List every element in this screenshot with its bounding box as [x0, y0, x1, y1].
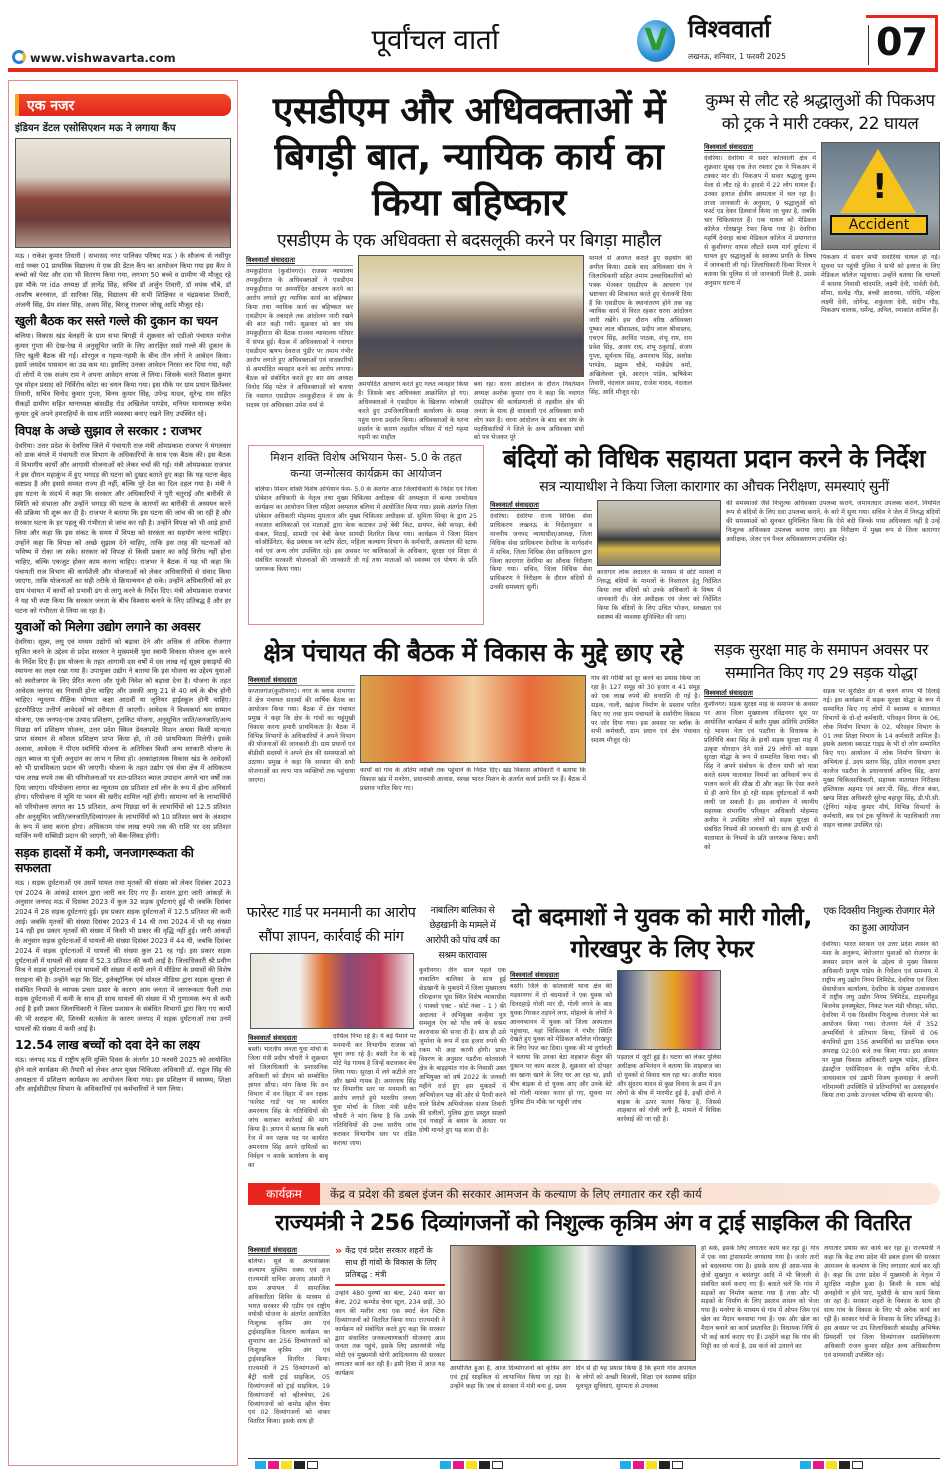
bottom-col-4	[701, 1245, 819, 1456]
jail-body-2: कारागार लोक अदालत के माध्यम से छोटे मामलों में निरुद्ध बंदियों के मामलों के निस्तारण हेतु निर्देशित किया तथा बंदियों को उनके अधिकारों के विषय में जानकारी दी। जेल अधीक्षक एवं जेलर को निर्देशित किया कि बंदियों के लिए उचित भोजन, स्वच्छता एवं स्वास्थ्य की व्यवस्था सुनिश्चित की जाए।	[597, 569, 721, 621]
deworming-headline: 12.54 लाख बच्चों को दवा देने का लक्ष्य	[15, 1037, 200, 1053]
website-url[interactable]: www.vishwavarta.com	[30, 51, 176, 65]
jail-col-1	[490, 500, 592, 626]
section-title: पूर्वांचल वार्ता	[371, 23, 499, 56]
mission-shakti-headline: मिशन शक्ति विशेष अभियान फेस- 5.0 के तहत कन्या जन्मोत्सव कार्यक्रम का आयोजन	[270, 451, 462, 480]
ration-shop-body: बलिया। विकास खंड बेलहरी के ग्राम सभा बिगही मे शुक्रवार को एडीओ पंचायत मनोज कुमार गुप्ता की देख-रेख मे अनुसूचित जाति के लिए आरक्षित सस्ते गल्ले की दुकान के लिए खुली बैठक की गई। शोरगुल व गहमा-गहमी के बीच तीन लोगों ने आवेदन किया। इसमें जयदेव पासवान का उम्र कम था। इसलिए उनका आवेदन निरस्त कर दिया गया, वही दो लोगों मे एक सजंय राम ने अपना आवेदन वापस ले लिया। जिसके चलते विशाल कुमार पुत्र मोहन प्रसाद को निर्विरोध कोटा का चयन किया गया। इस मौके पर ग्राम प्रधान छितेश्वर तिवारी, सचिव विनोद कुमार गुप्ता, बिनय कुमार सिंह, उपेन्द्र यादव, सुरेन्द्र राम सहित सैकड़ों ग्रामीण सहित थानाध्यक्ष बांसडीह रोड अखिलेश पाण्डेय, मनियर थानाध्यक्ष रूपेश कुमार दुबे अपने हमराहियों के साथ शांति व्यवस्था बनाए रखने लिए उपस्थित रहे।	[15, 332, 231, 418]
footer-rule	[248, 1458, 940, 1459]
forest-guard-headline: फारेस्ट गार्ड पर मनमानी का आरोप सौंपा ज्ञापन, कार्रवाई की मांग	[246, 905, 416, 945]
bottom-col-2	[335, 1245, 445, 1456]
byline: विश्ववार्ता संवाददाता	[248, 1033, 328, 1044]
jail-body-1: देवरिया। देवरिया राज्य विधिक सेवा प्राधिकरण लखनऊ के निर्देशानुसार व माननीय जनपद न्यायाधीश/अध्यक्ष, जिला विधिक सेवा प्राधिकरण देवरिया के मार्गदर्शन में सचिव, जिला विधिक सेवा प्राधिकरण द्वारा जिला कारागार देवरिया का औचक निरीक्षण किया गया। सचिव, जिला विधिक सेवा प्राधिकरण ने निरीक्षण के दौरान बंदियों से उनकी समस्याएं सुनीं।	[490, 513, 592, 592]
kumbh-body-1: देवरिया। देवरिया में सदर कोतवाली क्षेत्र में शुक्रवार सुबह एक तेज रफ्तार ट्रक ने पिकअप में टक्कर मार दी। पिकअप में सवार श्रद्धालु कुम्भ मेला से लौट रहे थे। हादसे में 22 लोग घायल हैं। उनका इलाज क्षेत्रीय अस्पताल में चल रहा है। ताजा जानकारी के अनुसार, 9 श्रद्धालुओं को फर्स्ट एड देकर डिस्चार्ज किया जा चुका है, जबकि चार चिकित्सारत हैं। एक घायल को मेडिकल कॉलेज गोरखपुर रेफर किया गया है। देवरिया महर्षि देवरहा बाबा मेडिकल कॉलेज में प्रयागराज से कुशीनगर वापस लौटते समय मार्ग दुर्घटना में घायल हुए श्रद्धालुओं के स्वास्थ्य प्रगति के विषय में जानकारी ली गई। जिलाधिकारी दिव्या मित्तल ने बताया कि पुलिस से जो जानकारी मिली है, उसके अनुसार घटना में	[704, 155, 816, 287]
exclamation-icon: !	[872, 167, 888, 207]
forest-body-2: दायित्व निभा रहे है। ये बड़े पैमाने पर मनमानी कर विभागीय राजस्व को चूना लगा रहे है। बस्ती रेंज के बड़े मोटे पेड़ गायब है जिन्हें कटवाकर बेच लिया गया। सुरक्षा में लगे कटीले तार और खम्भे गायब है। अमरनाथ सिंह पर विभागीय स्तर पर मनमानी का आरोप लगाते हुये भारतीय जनता युवा मोर्चा के जिला मंत्री प्रदीप चौधरी ने मांग किया है कि उनके गतिविधियों की उच्च स्तरीय जांच कराकर विभागीय स्तर पर दंडित कराया जाय।	[333, 1033, 416, 1147]
lead-center	[358, 255, 584, 441]
job-fair-headline: एक दिवसीय निशुल्क रोजगार मेले का हुआ आयोजन	[823, 906, 935, 934]
bottom-body-1: बलिया। सूबे के अल्पसंख्यक कल्याण मुस्लिम वक्फ एवं हज राज्यमंत्री दानिश आजाद अंसारी ने ग्राम अपायल में सामाजिक अधिकारिता शिविर के माध्यम से भारत सरकार की एडीप एवं राष्ट्रीय वयोश्री योजना के अंतर्गत आयोजित निःशुल्क कृत्रिम अंग एवं ट्राईसाइकिल वितरण कार्यक्रम का शुभारंभ कर 256 दिव्यांगजनों को निःशुल्क कृत्रिम अंग एवं ट्राईसाइकिल वितरित किया। राज्यमंत्री ने 25 दिव्यांगजनों को बैट्री वाली ट्राई साइकिल, 05 दिव्यांगजनों को ट्राई साइकिल, 19 दिव्यांगजनों को व्हीलचेयर, 26 दिव्यांगजनों को कमोड व्हील चेयर एवं 02 दिव्यांगजनों को वाकर वितरित किया। इसके साथ ही	[248, 1258, 330, 1426]
ration-shop-headline: खुली बैठक कर सस्ते गल्ले की दुकान का चयन	[15, 313, 218, 329]
bottom-body-6: लगातार प्रयास कर कार्य कर रहा हूं। राज्यमंत्री ने कहा कि केंद्र तथा प्रदेश की डबल इंजन की सरकार आमजन के कल्याण के लिए लगातार कार्य कर रही है। कहा कि उत्तर प्रदेश में मुख्यमंत्री के नेतृत्व में सुरक्षित माहौल हुआ है। किसी के साथ कोई अनहोनी न होने पाए, मुस्तैदी के साथ कार्य किया जा रहा है। सरकार शहरों के विकास के साथ ही साथ गांव के विकास के लिए भी अनेक कार्य कर रही है। सरकार गांवों के विकास के लिए प्रतिबद्ध है। इस अवसर पर उप जिलाधिकारी बांसडीह अभिषेक प्रियदर्शी एवं जिला दिव्यांगजन सशक्तिकरण अधिकारी राजन कुमार सहित अन्य अधिकारीगण एवं ग्रामवासी उपस्थित रहे।	[824, 1245, 940, 1359]
panchayat-col-3	[591, 675, 700, 890]
jail-story	[488, 442, 940, 626]
youth-industry-body: देवरिया। सूक्ष्म, लघु एवं मध्यम उद्योगों को बढ़ावा देने और अधिक से अधिक रोजगार सृजित करने के उद्देश्य से प्रदेश सरकार ने मुख्यमंत्री युवा स्वामी विकास योजना शुरू करने के निर्देश दिए हैं। इस योजना के तहत आगामी दस वर्षों में दस लाख नई सूक्ष्म इकाइयों की स्थापना का लक्ष्य रखा गया है। उपायुक्त उद्योग ने बताया कि इस योजना का उद्देश्य युवाओं को स्वरोजगार के लिए प्रेरित करना और पूंजी निवेश को बढ़ावा देना है। योजना के तहत आवेदक जनपद का निवासी होना चाहिए और उसकी आयु 21 से 40 वर्ष के बीच होनी चाहिए। न्यूनतम शैक्षिक योग्यता कक्षा आठवीं या जूनियर हाईस्कूल होनी चाहिए। इंटरमीडिएट उत्तीर्ण आवेदकों को वरीयता दी जाएगी। आवेदक ने विश्वकर्मा श्रम सम्मान योजना, एक जनपद-एक उत्पाद प्रशिक्षण, टूलकिट योजना, अनुसूचित जाति/जनजाति/अन्य पिछड़ा वर्ग प्रशिक्षण योजना, उत्तर प्रदेश स्किल डेवलपमेंट मिशन अथवा किसी मान्यता प्राप्त संस्थान से कौशल प्रशिक्षण प्राप्त किया हो, तो उसे प्राथमिकता मिलेगी। इसके अलावा, आवेदक ने पीएम स्वनिधि योजना के अतिरिक्त किसी अन्य सरकारी योजना के तहत ब्याज या पूंजी अनुदान का लाभ न लिया हो। आकांक्षात्मक विकास खंड के आवेदकों को भी प्राथमिकता प्रदान की जाएगी। योजना के तहत उद्योग एवं सेवा क्षेत्र में अधिकतम पांच लाख रुपये तक की परियोजनाओं पर शत-प्रतिशत ब्याज उपादान अगले चार वर्षों तक दिया जाएगा। परियोजना लागत का न्यूनतम दस प्रतिशत टर्म लोन के रूप में होना अनिवार्य होगा। परियोजना में भूमि या भवन की खरीद शामिल नहीं होगी। सामान्य वर्ग के लाभार्थियों को परियोजना लागत का 15 प्रतिशत, अन्य पिछड़ा वर्ग के लाभार्थियों को 12.5 प्रतिशत और अनुसूचित जाति/जनजाति/दिव्यांगजन के लाभार्थियों को 10 प्रतिशत स्वयं के अंशदान के रूप में जमा करना होगा। अधिकतम पांच लाख रुपये तक की राशि पर दस प्रतिशत मार्जिन मनी सब्सिडी प्रदान की जाएगी, जो बैंक-लिंक्ड होगी।	[15, 638, 231, 841]
lead-body-3: बना रहा। धरना आंदोलन के दौरान निवर्तमान अध्यक्ष अशोक कुमार राय ने कहा कि नवागत एसडीएम की कार्यप्रणाली से तहसील क्षेत्र की जनता के साथ ही वादकारी एवं अधिवक्ता सभी लोग त्रस्त है। धरना आंदोलन के बाद बार संघ के पदाधिकारियों ने जिले के अन्य अधिवक्ता संघों को पत्र भेजकर पूरे	[473, 381, 584, 441]
dental-camp-headline: इंडियन डेंटल एसोसिएशन मऊ ने लगाया कैंप	[15, 123, 176, 134]
jail-inspection-photo	[597, 500, 721, 566]
jail-body-3: की समस्याओं जैसे निःशुल्क अधिवक्ता उपलब्ध कराने, जमानतदार उपलब्ध कराने, नियमित रूप से बंदियों के लिए दवा उपलब्ध कराने, के बारे में सुना गया। सचिव ने जेल में निरुद्ध बंदियों की समस्याओं को सुनकर सुनिश्चित किया कि ऐसे बंदी जिनके पास अधिवक्ता नहीं है उन्हें निःशुल्क अधिवक्ता उपलब्ध कराया जाए। इस निरीक्षण में मुख्य रूप से जिला कारागार अधीक्षक, जेलर एवं पैनल अधिवक्तागण उपस्थित रहे।	[726, 500, 940, 543]
youth-industry-headline: युवाओं को मिलेगा उद्योग लगाने का अवसर	[15, 619, 201, 635]
job-fair-story	[818, 903, 940, 1174]
brand-name: विश्ववार्ता	[688, 15, 771, 43]
dental-camp-body: मऊ । राकेश कुमार तिवारी ( सभासद नगर पालिका परिषद मऊ ) के सौजन्य से नसीपुर वार्ड नम्बर 01 प्राथमिक विद्यालय मे एक फ्री डेंटल कैंप का आयोजन किया गया इस कैंप मे बच्चो को पेस्ट और दवा भी वितरण किया गया, लगभग 50 बच्चे व ग्रामीण भी मौजूद रहे इस मौके पर ida अध्यक्ष डॉ ज्ञानेंद्र सिंह, सचिव डॉ अर्जुन तिवारी, डॉ मयंक चौबे, डॉ आशीष बरनवाल, डॉ सारिका सिंह, विद्यालय की सभी शिक्षिका व चंद्रप्रकाश तिवारी, अंजनी सिंह, प्रेम शंकर सिंह, अजय सिंह, बिरजू राजभर जोखू आदि मौजूद रहे।	[15, 252, 231, 309]
jail-col-3	[726, 500, 940, 626]
jail-col-2	[597, 500, 721, 626]
byline: विश्ववार्ता संवाददाता	[248, 675, 355, 686]
kumbh-col-1	[704, 142, 816, 441]
forest-col-2	[333, 1033, 416, 1174]
jail-subheadline: सत्र न्यायाधीश ने किया जिला कारागार का औचक निरीक्षण, समस्याएं सुनीं	[539, 479, 889, 495]
lead-body-4: मामले से अवगत कराते हुए सहयोग की अपील किया। उसके बाद अधिवक्ता संघ ने जिलाधिकारी सहित तमाम उच्चाधिकारियों को पत्रक भेजकर एसडीएम के आचरण एवं भ्रष्टाचार की शिकायत करते हुए चेतावनी दिया है कि एसडीएम के स्थानांतरण होने तक वह न्यायिक कार्य से विरत रहकर धरना आंदोलन जारी रखेंगे। इस दौरान वरिष्ठ अधिवक्ता पुष्कर लाल श्रीवास्तव, प्रदीप लाल श्रीवास्तव, एचएन सिंह, अरविंद पाठक, शंभू राय, राम प्रवेश सिंह, अजय राय, शंभू ठकुराई, संजय गुप्ता, सूर्यनाथ सिंह, अमरनाथ सिंह, अशोक पाण्डेय, प्रद्युम्न चौबे, मार्कंडेय वर्मा, अखिलेश्वर दूबे, आरएन पांडेय, ऋषिकेश तिवारी, नंदलाल प्रसाद, राजेश यादव, नंदलाल सिंह, आदि मौजूद रहे।	[589, 255, 692, 396]
memorandum-photo	[250, 953, 414, 1029]
shooting-headline: दो बदमाशों ने युवक को मारी गोली, गोरखपुर के लिए रेफर	[512, 903, 812, 963]
byline: विश्ववार्ता संवाददाता	[246, 255, 353, 266]
rajbhar-body: देवरिया। उत्तर प्रदेश के देवरिया जिले में पंचायती राज मंत्री ओमप्रकाश राजभर ने मंगलवार को डाक बंगले में पंचायती राज विभाग के अधिकारियों के साथ एक बैठक की। इस बैठक में विभागीय कार्यों और आगामी योजनाओं को लेकर चर्चा की गई। मंत्री ओमप्रकाश राजभर ने इस दौरान महाकुंभ में हुए भगदड़ की घटना को दुखद बताते हुए कहा कि यह घटना बेहद कष्टप्रद है और इससे समस्त राज्य ही नहीं, बल्कि पूरे देश का दिल दहल गया है। मंत्री ने इस घटना के संदर्भ में कहा कि सरकार और अधिकारियों ने पूरी चतुराई और बारीकी से स्थिति को संभाला और उन्होंने भगदड़ की घटना के कारणों का बारीकी से अध्ययन करने की प्रक्रिया भी शुरू कर दी है। राजभर ने बताया कि इस घटना की जांच की जा रही है और सरकार घटना के हर पहलू की गंभीरता से जांच कर रही है। उन्होंने विपक्ष को भी आड़े हाथों लिया और कहा कि इस संकट के समय में विपक्ष को सरकार का सहयोग करना चाहिए। उन्होंने कहा कि विपक्ष को अच्छे सुझाव देने चाहिए, ताकि इस तरह की घटनाओं को भविष्य में रोका जा सके। सरकार को विपक्ष से किसी प्रकार का कोई विरोध नहीं होना चाहिए, बल्कि एकजुट होकर काम करना चाहिए। राजभर ने बैठक में यह भी कहा कि पंचायती राज विभाग की कार्यशैली और योजनाओं को लेकर अधिकारियों से संवाद किया जाएगा, ताकि योजनाओं का सही तरीके से क्रियान्वयन हो सके। उन्होंने अधिकारियों को हर ग्राम पंचायत में कार्यों को प्रभावी ढंग से लागू करने के निर्देश दिए। मंत्री ओमप्रकाश राजभर ने यह भी स्पष्ट किया कि सरकार जनता के बीच विश्वास बनाने के लिए प्रतिबद्ध है और हर घटना को गंभीरता से लिया जा रहा है।	[15, 441, 231, 615]
lead-body-2: अमर्यादित आचरण करते हुए गलत व्यवहार किया है। जिसके बाद अधिवक्ता आक्रोशित हो गए। अधिवक्ताओं ने एसडीएम के खिलाफ नारेबाजी करते हुए उपजिलाधिकारी कार्यालय के समक्ष पहुंच धरना प्रदर्शन किया। अधिवक्ताओं के धरना प्रदर्शन के कारण तहसील परिसर में घंटों गहमा गहमी का माहौल	[358, 381, 469, 441]
panchayat-col-2	[360, 675, 586, 890]
road-safety-story	[702, 638, 940, 896]
kumbh-headline: कुम्भ से लौट रहे श्रद्धालुओं की पिकअप को ट्रक ने मारी टक्कर, 22 घायल	[705, 91, 935, 134]
deworming-body: मऊ। जनपद मऊ में राष्ट्रीय कृमि मुक्ति दिवस के अंतर्गत 10 फरवरी 2025 को आयोजित होने वाले कार्यक्रम की तैयारी को लेकर अपर मुख्य चिकित्सा अधिकारी डॉ. राहुल सिंह की अध्यक्षता में प्रशिक्षण कार्यक्रम का आयोजन किया गया। इस प्रशिक्षण में स्वास्थ्य, शिक्षा और आईसीडीएस विभाग के अधिकारियों एवं कर्मचारियों ने भाग लिया।	[15, 1056, 231, 1094]
shooting-col-1	[510, 970, 612, 1174]
mission-shakti-box	[248, 445, 484, 625]
quote-chevron-icon: »	[335, 1245, 343, 1257]
program-kicker: केंद्र व प्रदेश की डबल इंजन की सरकार आमजन के कल्याण के लिए लगातार कर रही कार्य	[330, 1187, 702, 1201]
byline: विश्ववार्ता संवाददाता	[510, 970, 612, 981]
panchayat-meeting-photo	[360, 675, 586, 763]
lead-headline: एसडीएम और अधिवक्ताओं में बिगड़ी बात, न्यायिक कार्य का किया बहिष्कार	[272, 89, 666, 224]
lead-col-1	[246, 255, 353, 441]
shooting-story	[508, 901, 816, 1174]
bottom-body-5: हो सके, इसके लिए लगातार कार्य कर रहा हूं। गांव में एक नया ट्रांसफार्मर लगवाया गया है। जर्जर तारों को बदलवाया गया है। इसके साथ ही आस-पास के क्षेत्रों सुखपुरा व बसंतपुर आदि में भी बिजली से संबंधित कार्य कराए गए हैं। बताते चलें कि गांव में सड़कों का निर्माण कराया गया है तथा और भी सड़कों के निर्माण के लिए प्रस्ताव शासन को भेजा गया है। मनरेगा के माध्यम से गांव में ओपन जिम एवं खेल का मैदान बनवाया गया है। एक और खेल का मैदान बनाने का कार्य प्रस्तावित है। विधायक निधि से भी कई कार्य कराए गए हैं। उन्होंने कहा कि गांव की मिट्टी का जो कर्ज है, उस कर्ज को उतारने का	[701, 1245, 819, 1350]
kumbh-story	[700, 90, 940, 441]
panchayat-col-1	[248, 675, 355, 890]
color-registration-marks	[800, 1461, 863, 1469]
shooting-body-1: बस्ती। जिले के कोतवाली थाना क्षेत्र की मड़वानगर में दो बदमाशों ने एक युवक को दिनदहाड़े गोली मार दी, गोली लगने के बाद युवक गिरकर तड़पने लगा, मोहल्ले के लोगों ने आननफानन में युवक को जिला अस्पताल पहुंचाया, यहां चिकित्सक ने गंभीर स्थिति देखते हुए युवक को मेडिकल कॉलेज गोरखपुर के लिए रेफर कर दिया। युवक की मां दुर्गावती ने बताया कि उनका बेटा शहबाज सैलून की दुकान पर काम करता है, शुक्रवार को दोपहर का खाना खाने के लिए घर आ रहा था, इसी बीच बाइक से दो युवक आए और उनके बेटे को गोली मारकर फरार हो गए, सूचना पर पुलिस टीम मौके पर पहुंची जांच	[510, 983, 612, 1106]
tricycle-distribution-photo	[450, 1245, 696, 1361]
kumbh-col-2	[821, 142, 940, 441]
mission-shakti-body: बलिया। मिशन शक्ति विशेष अभियान फेस- 5.0 के अंतर्गत आज जिलाधिकारी के निर्देश एवं जिला प्रोबेशन अधिकारी के नेतृत्व तथा मुख्य चिकित्सा अधीक्षक की अध्यक्षता में कन्या जन्मोत्सव कार्यक्रम का आयोजन जिला महिला अस्पताल बलिया में आयोजित किया गया। इसके अंतर्गत जिला प्रोबेशन अधिकारी मोहम्मद मुमताज और मुख्य चिकित्सा अधीक्षक डॉ. सुमिता सिन्हा के द्वारा 25 नवजात बालिकाओं एवं माताओं द्वारा केक काटकर उन्हें बेबी किट, डायपर, बेबी कपड़ा, बेबी कंबल, मिठाई, सामग्री एवं बेबी केयर सामग्री वितरित किया गया। कार्यक्रम में जिला मिशन कोऑर्डिनेटर, केंद्र प्रबंधक वन स्टॉप सेंटर, महिला कल्याण विभाग के कर्मचारी, अस्पताल की स्टाफ नर्स एवं अन्य लोग उपस्थित रहे। इस अवसर पर बालिकाओं के अधिकार, सुरक्षा एवं शिक्षा से संबंधित सरकारी योजनाओं की जानकारी दी गई तथा माताओं को स्वास्थ्य एवं पोषण के प्रति जागरूक किया गया।	[255, 486, 477, 574]
kumbh-body-2: पिकअप में सवार सभी सवारियां घायल हो गईं। सूचना पर पहुंची पुलिस ने सभी को इलाज के लिए मेडिकल कॉलेज पहुंचाया। उन्होंने बताया कि घायलों में कसया निवासी चांदमति, लक्ष्मी देवी, पार्वती देवी, सीमा, सत्येंद्र गौड़, बच्ची आराध्या, परिधि, महिला लक्ष्मी देवी, जोगेन्द्र, शकुंतला देवी, संदीप गौड़, पिकअप चालक, धर्मेन्द्र, अनिल, रमाकांत शामिल हैं।	[821, 254, 940, 315]
ek-nazar-column	[8, 80, 238, 1466]
byline: विश्ववार्ता संवाददाता	[704, 688, 818, 699]
road-safety-col-2	[823, 688, 940, 896]
shooting-body-2: पड़ताल में जुटी हुई है। घटना को लेकर पुलिस अधीक्षक अभिनंदन ने बताया कि शाहबाज का दो युवकों से विवाद चल रहा था। अजीत यादव और सुंदरम यादव से कुछ विवाद के क्रम में इन लोगों के बीच में मारपीट हुई है, इन्हीं दोनों ने बाइक के ऊपर फायर किया है, जिससे शाहबाज को गोली लगी है, मामले में विधिक कार्रवाई की जा रही है।	[617, 1054, 721, 1124]
bottom-body-2: उन्होंने 480 पुरुषों का बेल्ट, 240 कमर का बेल्ट, 202 कम्मोड चेयर स्टूल, 234 छड़ी, 30 कान की मशीन तथा एक स्मार्ट केन स्टिक दिव्यांगजनों को वितरित किया गया। राज्यमंत्री ने कार्यक्रम को संबोधित करते हुए कहा कि सरकार द्वारा संचालित जनकल्याणकारी योजनाएं आम जनता तक पहुंचे, इसके लिए प्रधानमंत्री नरेंद्र मोदी एवं मुख्यमंत्री योगी आदित्यनाथ की सरकार लगातार कार्य कर रही है। इसी दिशा में आज यह कार्यक्रम	[335, 1290, 445, 1378]
road-safety-col-1	[704, 688, 818, 896]
lead-subheadline: एसडीएम के एक अधिवक्ता से बदसलूकी करने पर बिगड़ा माहौल	[276, 231, 662, 251]
victim-family-photo	[617, 970, 721, 1050]
jail-headline: बंदियों को विधिक सहायता प्रदान करने के निर्देश	[503, 444, 925, 473]
bottom-col-5	[824, 1245, 940, 1456]
byline: विश्ववार्ता संवाददाता	[704, 142, 816, 153]
forest-col-1	[248, 1033, 328, 1174]
bottom-col-3	[450, 1245, 696, 1456]
color-registration-marks	[255, 1461, 318, 1469]
minor-case-body: कुशीनगर। तीन साल पहले एक नाबालिग बालिका के साथ हुई छेड़खानी के मुकदमें में जिला मुख्यालय रविन्द्रनगर धूस स्थित विशेष न्यायाधीश ( पाक्सो एक्ट - कोर्ट नंबर - 1 ) की अदालत ने अभियुक्त कन्हैया पुत्र समशुल ऐन को पाँच वर्ष के सश्रम कारावास की सजा दी है। साथ ही उसे जुर्माना के रूप में दस हजार रुपये की रकम भी अदा करनी होगी। प्राप्त विवरण के अनुसार पडरौना कोतवाली क्षेत्र के बाइहयांत गांव के निवासी उक्त अभियुक्त को वर्ष 2022 के जनवरी महीने दर्ज हुए इस मुकदमें में अभियोजन पक्ष की ओर से पैरवी करने वाले विशेष अभियोजक संजय तिवारी की दलीलों, पुलिस द्वारा प्रस्तुत साक्ष्यों एवं गवाहों के बयान के आधार पर दोषी मानते हुए यह सजा दी है।	[419, 967, 506, 1135]
byline: विश्ववार्ता संवाददाता	[490, 500, 592, 511]
pull-quote-text: केंद्र एवं प्रदेश सरकार शहरों के साथ ही गांवों के विकास के लिए प्रतिबद्ध : मंत्री	[345, 1246, 437, 1279]
dateline: लखनऊ, शनिवार, 1 फरवरी 2025	[688, 52, 786, 61]
minor-case-story	[419, 903, 506, 1174]
lawyers-protest-photo	[358, 255, 584, 377]
forest-body-1: बस्ती। भारतीय जनता युवा मोर्चा के जिला मंत्री प्रदीप चौधरी ने शुक्रवार को जिलाधिकारी के प्रशासनिक अधिकारी को डीएम को सम्बोधित ज्ञापन सौंपा। मांग किया कि वन विभाग में वन विहार में वन रक्षक 'फारेस्ट गार्ड' पद पर कार्यरत अमरनाथ सिंह के गतिविधियों की जांच कराकर कार्रवाई की मांग किया है। ज्ञापन में बताया कि बस्ती रेंज में वन रक्षक पद पर कार्यरत अमरनाथ सिंह अपने दायित्वों का निर्वहन न करके कार्यालय के बाबू का	[248, 1046, 328, 1169]
road-safety-headline: सड़क सुरक्षा माह के समापन अवसर पर सम्मानित किए गए 29 सड़क योद्धा	[714, 640, 928, 682]
panchayat-headline: क्षेत्र पंचायत की बैठक में विकास के मुद्दे छाए रहे	[263, 638, 683, 667]
shooting-col-2	[617, 970, 721, 1174]
job-fair-body: देवरिया। भारत सरकार एवं उत्तर प्रदेश शासन की मंशा के अनुरूप, बेरोजगार युवाओं को रोजगार के अवसर प्रदान करने के उद्देश्य से मुख्य विकास अधिकारी प्रत्यूष पांडेय के निर्देशन एवं समन्वय में राष्ट्रीय लघु उद्योग निगम लिमिटेड, देवरिया एवं जिला सेवायोजन कार्यालय, देवरिया के संयुक्त तत्वावधान में राष्ट्रीय लघु उद्योग निगम लिमिटेड, टाइमलीहुड बिजनेस इनक्यूबेटर, निकट फल मंडी चौराहा, सोंदा, देवरिया में एक दिवसीय निःशुल्क रोजगार मेले का आयोजन किया गया। रोजगार मेले में 352 अभ्यर्थियों ने प्रतिभाग किया, जिनमें से 06 कंपनियों द्वारा 156 अभ्यर्थियों का प्रारंभिक चयन अपराह्न 02:00 बजे तक किया गया। इस अवसर पर मुख्य विकास अधिकारी प्रत्यूष पांडेय, इंडियन इंडस्ट्रीज एसोसिएशन के राष्ट्रीय सचिव जे.पी. जायसवाल एवं उद्यमी विजय कुशवाहा ने अपनी गरिमामयी उपस्थिति से प्रतिभागियों का उत्साहवर्धन किया तथा उनके उज्ज्वल भविष्य की कामना की।	[822, 941, 938, 1100]
lead-story	[246, 88, 692, 441]
panchayat-body-3: गांव की गरीबी को दूर करने का प्रयास किया जा रहा है। 127 समूह को 30 हजार व 41 समूह को एक लाख रुपये की धनराशि दी गई है। सड़क, नाली, खड़ंजा निर्माण के प्रस्ताव पारित किए गए तथा ग्राम पंचायतों के सर्वांगीण विकास पर जोर दिया गया। इस अवसर पर ब्लॉक के सभी कर्मचारी, ग्राम प्रधान एवं क्षेत्र पंचायत सदस्य मौजूद रहे।	[591, 675, 700, 745]
lead-body-1: तमकुहीराज (कुशीनगर)। राजस्व न्यायालय तमकुहीराज के अधिवक्ताओं ने एसडीएम तमकुहीराज पर अमर्यादित आचरण करने का आरोप लगाते हुए न्यायिक कार्य का बहिष्कार किया तथा न्यायिक कार्य का बहिष्कार कर एसडीएम के तबादले तक आंदोलन जारी रखने की बात कही गयी। शुक्रवार को बार संघ तमकुहीराज की बैठक राजस्व न्यायालय परिसर में संपन्न हुई। बैठक में अधिवक्ताओं ने नवागत एसडीएम ऋषभ देवराज पुंडीर पर तमाम गंभीर आरोप लगाते हुए अधिवक्ताओं एवं वादकारियों से अमर्यादित व्यवहार करने का आरोप लगाया। बैठक को संबोधित करते हुए बार संघ अध्यक्ष विनोद सिंह पटेल ने अधिवक्ताओं को बताया कि नवागत एसडीएम तमकुहीराज ने संघ के सदस्य एवं अधिवक्ता उमेश वर्मा से	[246, 268, 353, 409]
lead-col-4	[589, 255, 692, 441]
color-registration-marks	[620, 1461, 683, 1469]
header-rule	[8, 68, 938, 72]
dental-camp-photo	[15, 138, 231, 248]
bottom-col-1	[248, 1245, 330, 1456]
forest-guard-story	[246, 901, 416, 1174]
bottom-body-4: दिन से ही यह प्रयास किया है कि हमारे गांव अपायल के लोगों को अच्छी बिजली, शिक्षा एवं स्वास्थ्य सहित मूलभूत सुविधाएं, सुगमता से उपलब्ध	[575, 1365, 696, 1390]
minor-case-headline: नाबालिग बालिका से छेड़खानी के मामले में आरोपी को पांच वर्ष का सश्रम कारावास	[425, 905, 500, 961]
accident-label: Accident	[830, 215, 928, 235]
road-accidents-headline: सड़क हादसों में कमी, जनजागरूकता की सफलता	[15, 844, 194, 875]
bottom-story	[246, 1209, 940, 1456]
panchayat-body-2: कार्यों को गांव के अंतिम व्यक्ति तक पहुंचाने के निर्देश दिए। खंड विकास अधिकारी ने बताया कि विकास खंड में मनरेगा, प्रधानमंत्री आवास, स्वच्छ भारत मिशन के अंतर्गत कार्य प्रगति पर हैं। बैठक में प्रस्ताव पारित किए गए।	[360, 767, 586, 792]
accident-photo	[821, 142, 940, 250]
panchayat-body-1: कप्तानगंज(कुशीनगर)। नगर के ब्लाक सभागार में क्षेत्र पंचायत सदस्यों की वार्षिक बैठक का आयोजन किया गया। बैठक में क्षेत्र पंचायत प्रमुख ने कहा कि क्षेत्र के गांवों का चहुंमुखी विकास करना हमारी प्राथमिकता है। बैठक में विभिन्न विभागों के अधिकारियों ने अपने विभाग की योजनाओं की जानकारी दी। ग्राम प्रधानों एवं बीडीसी सदस्यों ने अपने क्षेत्र की समस्याओं को उठाया। प्रमुख ने कहा कि सरकार की सभी योजनाओं का लाभ पात्र व्यक्तियों तक पहुंचाया जाएगा।	[248, 688, 355, 785]
road-safety-body-2: सड़क पर सुरक्षित ढंग से चलने शपथ भी दिलाई गई। इस कार्यक्रम में सड़क सुरक्षा योद्धा के रूप में सम्मानित किए गए लोगों में स्वास्थ्य व यातायात विभागों के दो-दो कर्मचारी, परिवहन निगम के 06, लोक निर्माण विभाग के 02, परिवहन विभाग के 01 तथा शिक्षा विभाग के 14 कर्मचारी शामिल हैं। इसके अलावा स्काउट गाइड के भी दो लोग सम्मानित किए गए। आयोजन में लोक निर्माण विभाग के अभियंता ई. उदय प्रताप सिंह, उदित नारायण इण्टर कालेज पडरौना के प्रधानाचार्य अविन्द सिंह, अपर मुख्य चिकित्साधिकारी, सहायक यातायात निरीक्षक इश्तियाक अहमद एवं आर.पी. सिंह, नीरज बंका, खण्ड शिक्षा अधिकारी सुरेन्द्र बहादुर सिंह, डी.पी.सी. (ट्रेनिंग) महेन्द्र कुमार मौर्य, विभिन्न विभागों के कर्मचारी, बस एवं ट्रक यूनियनों के पदाधिकारी तथा वाहन चालक उपस्थित रहे।	[823, 688, 940, 829]
ek-nazar-banner: एक नजर	[15, 94, 231, 116]
road-safety-body-1: कुशीनगर। सड़क सुरक्षा माह के समापन के अवसर पर आज जिला मुख्यालय रविंद्रनगर धूस पर आयोजित कार्यक्रम में बतौर मुख्य अतिथि उपस्थित रहे भावना नेता एवं पडरौना के विधायक के प्रतिनिधि बंका सिंह के हाथों सड़क सुरक्षा माह में उत्कृष्ट योगदान देने वाले 29 लोगों को सड़क सुरक्षा योद्धा के रूप में सम्मानित किया गया। श्री सिंह ने अपने संबोधन के दौरान सभी को यात्रा करते समय यातायात नियमों का अनिवार्य रूप से पालन करने की सीख दी और कहा कि ऐसा करने से ही आये दिन हो रही सड़क दुर्घटनाओं में कमी लायी जा सकती है। इस आयोजन में स्थानीय सहायक संभागीय परिवहन अधिकारी मोहम्मद अनीस ने उपस्थित लोगों को सड़क सुरक्षा से संबंधित नियमों की जानकारी दी। साथ ही सभी से यातायात के नियमों के प्रति जागरूक किया। सभी को	[704, 701, 818, 851]
color-registration-marks	[440, 1461, 503, 1469]
road-accidents-body: मऊ । सड़क दुर्घटनाओं एवं उसमें घायल तथा मृतकों की संख्या को लेकर दिसंबर 2023 एवं 2024 के आंकड़े शासन द्वारा जारी कर दिए गए हैं। शासन द्वारा जारी आंकड़ों के अनुसार जनपद मऊ में दिसंबर 2023 में कुल 32 सड़क दुर्घटनाएं हुई थी जबकि दिसंबर 2024 में 28 सड़क दुर्घटनाएं हुई। इस प्रकार सड़क दुर्घटनाओं में 12.5 प्रतिशत की कमी आई। जबकि मृतकों की संख्या दिसंबर 2023 में 14 थी तथा 2024 में भी यह संख्या 14 रही इस प्रकार मृतकों की संख्या में किसी भी प्रकार की वृद्धि नहीं हुई। जारी आंकड़ों के अनुसार सड़क दुर्घटनाओं में घायलों की संख्या दिसंबर 2023 में 44 थी, जबकि दिसंबर 2024 में सड़क दुर्घटनाओं में घायलों की संख्या कुल 21 रह गई। इस प्रकार सड़क दुर्घटनाओं में घायलों की संख्या में 52.3 प्रतिशत की कमी आई है। जिलाधिकारी श्री प्रवीण मिश्र ने सड़क दुर्घटनाओं एवं घायलों की संख्या में कमी लाने में मीडिया के प्रयासों की विशेष सराहना की है। उन्होंने कहा कि प्रिंट, इलेक्ट्रॉनिक एवं सोशल मीडिया द्वारा सड़क सुरक्षा से संबंधित नियमों के व्यापक प्रचार प्रसार के कारण आम जनता में जागरूकता फैली तथा सड़क दुर्घटनाओं में कमी के साथ ही साथ घायलों की संख्या में भी गुणात्मक रूप से कमी आई है इसी प्रकार जिलाधिकारी ने जिला प्रशासन के संबंधित विभागों द्वारा किए गए कार्यों की भी सराहना की, जिनकी सतर्कता के कारण जनपद में सड़क दुर्घटनाओं तथा उनमें घायलों की संख्या में कमी आई है।	[15, 878, 231, 1033]
ie-icon	[12, 50, 26, 64]
pull-quote	[335, 1245, 445, 1286]
byline: विश्ववार्ता संवाददाता	[248, 1245, 330, 1256]
rajbhar-headline: विपक्ष के अच्छे सुझाव ले सरकार : राजभर	[15, 422, 202, 438]
bottom-headline: राज्यमंत्री ने 256 दिव्यांगजनों को निशुल्क कृत्रिम अंग व ट्राई साइकिल की वितरित	[275, 1211, 911, 1236]
page-number-divider	[868, 25, 869, 65]
page-number: 07	[876, 20, 927, 64]
brand-logo-icon: V	[637, 20, 675, 62]
panchayat-story	[246, 636, 700, 890]
bottom-body-3: आयोजित हुआ है, आज दिव्यांगजनों को कृत्रिम अंग एवं ट्राई साइकिल से लाभान्वित किया जा रहा है। उन्होंने कहा कि जब से सरकार में मंत्री बना हूं, प्रथम	[450, 1365, 571, 1390]
program-tag: कार्यक्रम	[248, 1183, 320, 1205]
